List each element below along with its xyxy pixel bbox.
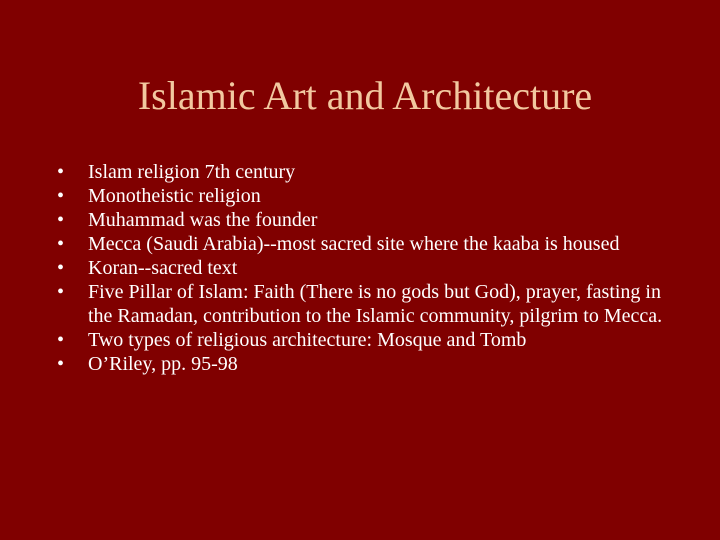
bullet-icon: •	[57, 161, 65, 183]
bullet-text: Mecca (Saudi Arabia)--most sacred site where the kaaba is housed	[88, 233, 620, 255]
bullet-item	[48, 184, 668, 208]
slide-title: Islamic Art and Architecture	[137, 73, 593, 118]
bullet-text: O’Riley, pp. 95-98	[88, 353, 238, 375]
bullet-item	[48, 208, 668, 232]
bullet-item	[48, 352, 668, 376]
bullet-icon: •	[57, 185, 65, 207]
bullet-icon: •	[57, 329, 65, 351]
bullet-icon: •	[57, 209, 65, 231]
bullet-item	[48, 328, 668, 352]
bullet-icon: •	[57, 353, 65, 375]
bullet-item	[48, 232, 668, 256]
bullet-item	[48, 280, 668, 328]
bullet-item	[48, 256, 668, 280]
bullet-text: Two types of religious architecture: Mosque and Tomb	[88, 329, 527, 351]
bullet-text: Koran--sacred text	[88, 257, 238, 279]
bullet-text: Muhammad was the founder	[88, 209, 318, 231]
bullet-icon: •	[57, 281, 65, 303]
bullet-text: Five Pillar of Islam: Faith (There is no gods but God), prayer, fasting in the Ramadan, contribution to the Islamic community, pilgrim to Mecca.	[88, 281, 663, 327]
bullet-list	[48, 160, 668, 376]
bullet-text: Monotheistic religion	[88, 185, 261, 207]
bullet-text: Islam religion 7th century	[88, 161, 296, 183]
bullet-item	[48, 160, 668, 184]
bullet-icon: •	[57, 257, 65, 279]
bullet-icon: •	[57, 233, 65, 255]
